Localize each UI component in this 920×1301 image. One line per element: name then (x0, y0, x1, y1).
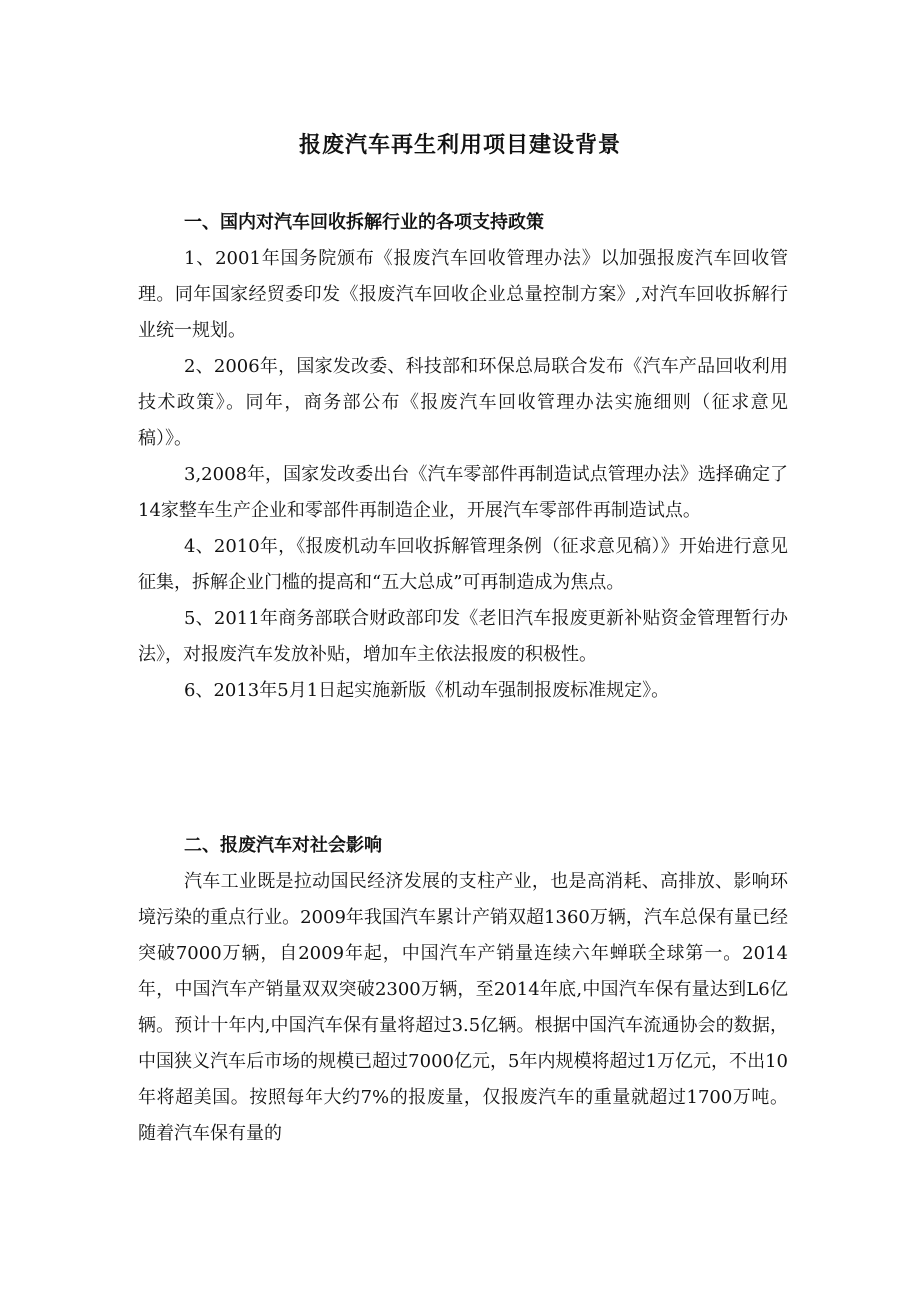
section-social-impact (138, 828, 788, 1152)
section-policies (138, 205, 788, 709)
policy-paragraph: 2、2006年，国家发改委、科技部和环保总局联合发布《汽车产品回收利用技术政策》。同年，商务部公布《报废汽车回收管理办法实施细则（征求意见稿）》。 (138, 356, 788, 449)
section-heading: 二、报废汽车对社会影响 (184, 835, 382, 856)
policy-paragraph: 1、2001年国务院颁布《报废汽车回收管理办法》以加强报废汽车回收管理。同年国家经贸委印发《报废汽车回收企业总量控制方案》,对汽车回收拆解行业统一规划。 (138, 248, 788, 341)
policy-paragraph: 5、2011年商务部联合财政部印发《老旧汽车报废更新补贴资金管理暂行办法》，对报废汽车发放补贴，增加车主依法报废的积极性。 (138, 608, 788, 665)
policy-paragraph: 3,2008年，国家发改委出台《汽车零部件再制造试点管理办法》选择确定了14家整车生产企业和零部件再制造企业，开展汽车零部件再制造试点。 (138, 464, 788, 521)
policy-paragraph: 6、2013年5月1日起实施新版《机动车强制报废标准规定》。 (184, 680, 670, 701)
impact-paragraph: 汽车工业既是拉动国民经济发展的支柱产业，也是高消耗、高排放、影响环境污染的重点行业。2009年我国汽车累计产销双超1360万辆，汽车总保有量已经突破7000万辆，自2009年起，中国汽车产销量连续六年蝉联全球第一。2014年，中国汽车产销量双双突破2300万辆，至2014年底,中国汽车保有量达到L6亿辆。预计十年内,中国汽车保有量将超过3.5亿辆。根据中国汽车流通协会的数据，中国狭义汽车后市场的规模已超过7000亿元，5年内规模将超过1万亿元，不出10年将超美国。按照每年大约7%的报废量，仅报废汽车的重量就超过1700万吨。随着汽车保有量的 (138, 871, 788, 1144)
section-heading: 一、国内对汽车回收拆解行业的各项支持政策 (184, 212, 544, 233)
policy-paragraph: 4、2010年，《报废机动车回收拆解管理条例（征求意见稿）》开始进行意见征集，拆解企业门槛的提高和“五大总成”可再制造成为焦点。 (138, 536, 788, 593)
document-title: 报废汽车再生利用项目建设背景 (298, 133, 621, 158)
